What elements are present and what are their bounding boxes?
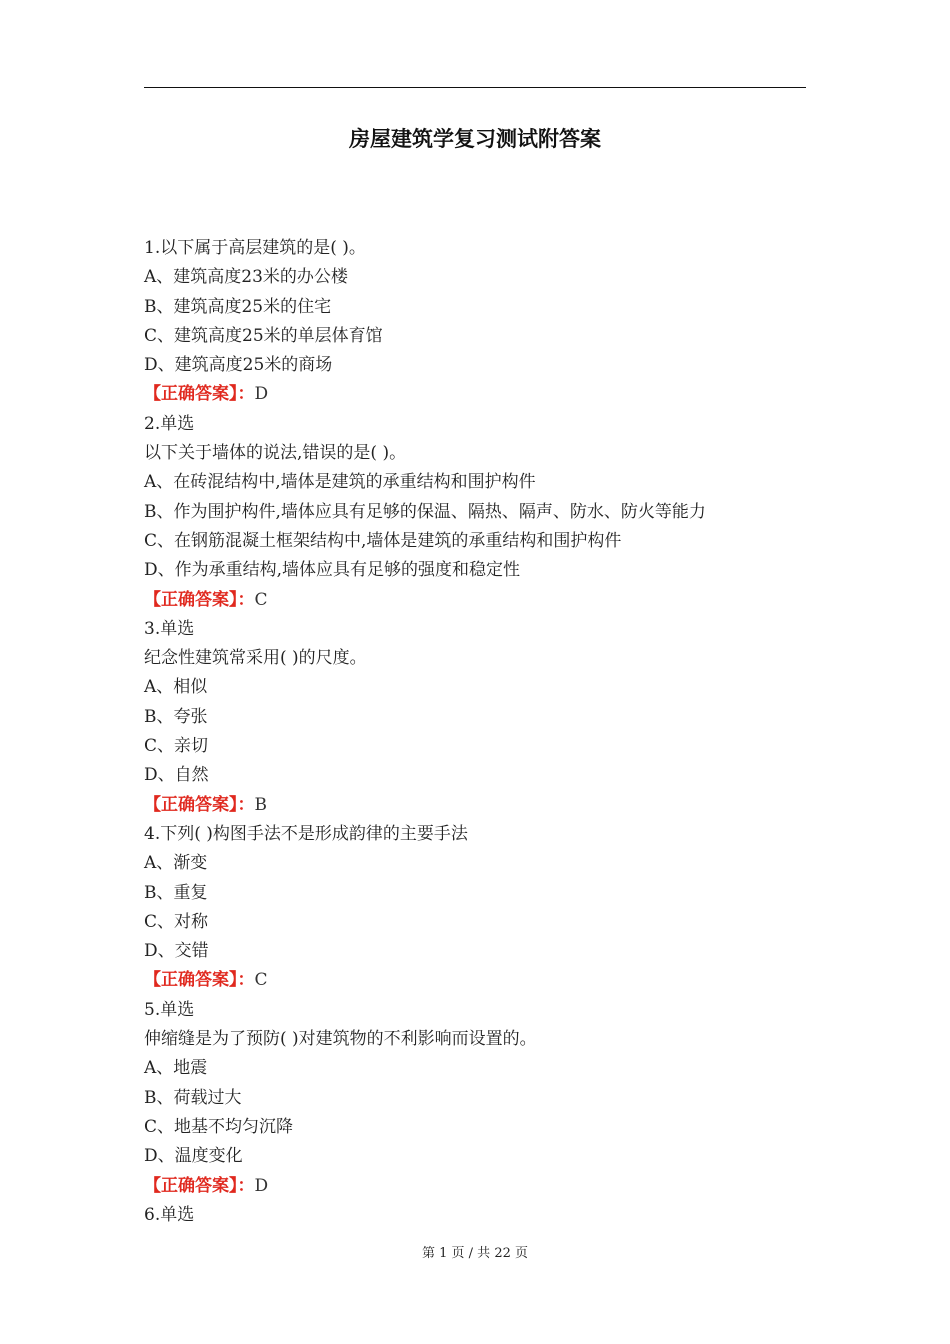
text-line: A、渐变 (144, 853, 208, 874)
answer-label: 【正确答案】： (144, 384, 255, 405)
text-line: A、建筑高度23米的办公楼 (144, 267, 348, 288)
answer-line (144, 586, 806, 615)
question-list (144, 234, 806, 1230)
text-line: 4.下列( )构图手法不是形成韵律的主要手法 (144, 823, 468, 844)
text-line: C、建筑高度25米的单层体育馆 (144, 325, 383, 346)
answer-line (144, 966, 806, 995)
text-line: A、在砖混结构中,墙体是建筑的承重结构和围护构件 (144, 472, 536, 493)
answer-label: 【正确答案】： (144, 589, 255, 610)
text-line: D、交错 (144, 941, 209, 962)
text-line: 以下关于墙体的说法,错误的是( )。 (144, 443, 407, 464)
answer-label: 【正确答案】： (144, 794, 255, 815)
page-footer: 第 1 页 / 共 22 页 (422, 1246, 528, 1261)
text-line: 3.单选 (144, 618, 195, 639)
text-line: A、相似 (144, 677, 208, 698)
text-line: D、作为承重结构,墙体应具有足够的强度和稳定性 (144, 560, 521, 581)
text-line: B、建筑高度25米的住宅 (144, 296, 332, 317)
answer-label: 【正确答案】： (144, 970, 255, 991)
answer-value: D (254, 1175, 269, 1196)
text-line: B、作为围护构件,墙体应具有足够的保温、隔热、隔声、防水、防火等能力 (144, 501, 706, 522)
text-line: 2.单选 (144, 413, 195, 434)
answer-value: C (254, 970, 268, 991)
text-line: C、地基不均匀沉降 (144, 1116, 294, 1137)
answer-line (144, 1172, 806, 1201)
answer-value: D (254, 384, 269, 405)
text-line: D、建筑高度25米的商场 (144, 355, 333, 376)
document-title: 房屋建筑学复习测试附答案 (349, 127, 601, 151)
text-line: 伸缩缝是为了预防( )对建筑物的不利影响而设置的。 (144, 1029, 537, 1050)
text-line: C、对称 (144, 911, 209, 932)
text-line: D、温度变化 (144, 1146, 243, 1167)
text-line: B、重复 (144, 882, 208, 903)
answer-value: C (254, 589, 268, 610)
text-line: 1.以下属于高层建筑的是( )。 (144, 238, 366, 258)
text-line: A、地震 (144, 1058, 208, 1079)
answer-line (144, 380, 806, 409)
answer-line (144, 791, 806, 820)
text-line: 5.单选 (144, 999, 195, 1020)
text-line: C、在钢筋混凝土框架结构中,墙体是建筑的承重结构和围护构件 (144, 530, 622, 551)
answer-label: 【正确答案】： (144, 1175, 255, 1196)
text-line: C、亲切 (144, 736, 209, 757)
answer-value: B (254, 794, 267, 815)
text-line: B、荷载过大 (144, 1087, 242, 1108)
text-line: D、自然 (144, 765, 209, 786)
text-line: 6.单选 (144, 1204, 195, 1225)
text-line: 纪念性建筑常采用( )的尺度。 (144, 648, 367, 669)
header-rule (144, 87, 806, 88)
text-line: B、夸张 (144, 706, 208, 727)
